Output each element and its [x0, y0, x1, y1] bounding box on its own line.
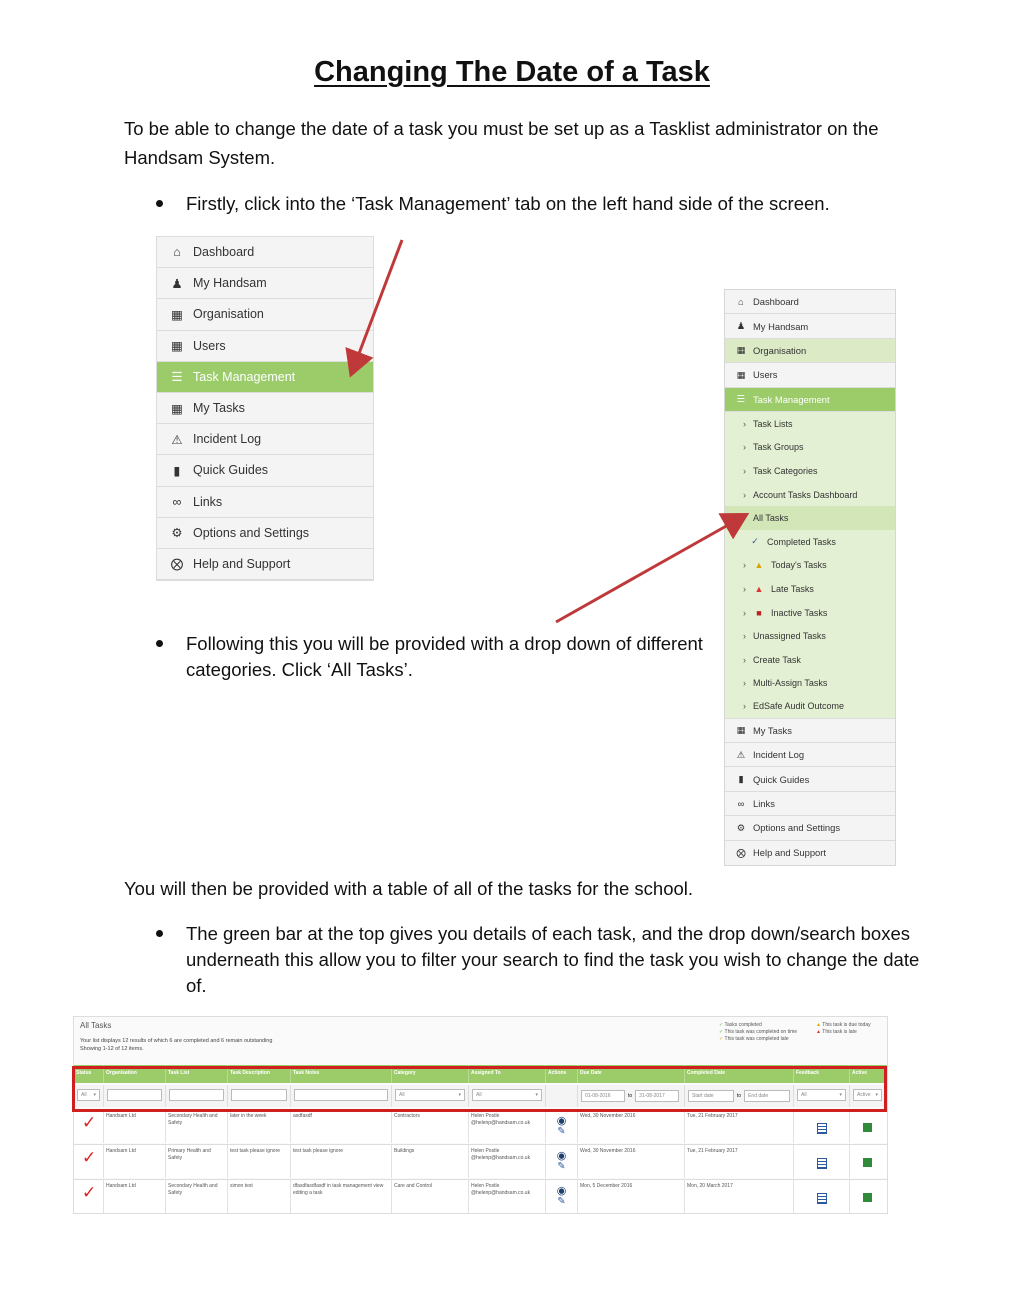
gears-icon: ⚙	[736, 821, 746, 833]
bullet-dot	[156, 930, 163, 937]
briefcase-icon: ▦	[736, 344, 746, 356]
due-date-to-input[interactable]: 31-08-2017	[635, 1090, 679, 1102]
sidebar2-item-my-tasks[interactable]: ▦ My Tasks	[725, 719, 895, 743]
feedback-icon[interactable]	[817, 1158, 827, 1169]
sidebar-item-links[interactable]: ∞ Links	[157, 487, 373, 518]
table-row: ✓ Handsam Ltd Secondary Health and Safety later in the week asdfasdf Contractors Helen Postle @helenp@handsam.co.uk ◉ ✎ Wed, 30 November 2016 Tue, 21 February 2017	[74, 1109, 887, 1143]
table-title: All Tasks	[80, 1021, 112, 1030]
book-icon: ▮	[738, 773, 744, 785]
sidebar-item-task-management[interactable]: ☰ Task Management	[157, 362, 373, 393]
bullet-following-line2: categories. Click ‘All Tasks’.	[186, 659, 413, 680]
chevron-right-icon: ›	[743, 583, 746, 594]
table-icon: ▦	[736, 724, 746, 736]
chevron-right-icon: ›	[743, 442, 746, 453]
sidebar2-item-task-management[interactable]: ☰ Task Management	[725, 388, 895, 412]
home-icon: ⌂	[173, 245, 181, 260]
view-eye-icon[interactable]: ◉	[556, 1115, 567, 1127]
briefcase-icon: ▦	[171, 307, 183, 322]
submenu-todays-tasks[interactable]: › ▲ Today's Tasks	[725, 554, 895, 578]
link-icon: ∞	[737, 798, 745, 810]
sidebar2-item-dashboard[interactable]: ⌂ Dashboard	[725, 290, 895, 314]
submenu-task-categories[interactable]: › Task Categories	[725, 459, 895, 483]
chevron-right-icon: ›	[743, 701, 746, 712]
lifebuoy-icon: ⨂	[170, 557, 184, 572]
warning-red-icon: ▲	[754, 583, 764, 594]
sidebar-item-help-support[interactable]: ⨂ Help and Support	[157, 549, 373, 580]
sidebar2-item-quick-guides[interactable]: ▮ Quick Guides	[725, 767, 895, 791]
sidebar2-item-users[interactable]: ▦ Users	[725, 363, 895, 387]
submenu-edsafe-audit-outcome[interactable]: › EdSafe Audit Outcome	[725, 695, 895, 719]
bullet-green-bar-line3: of.	[186, 975, 207, 996]
page-title: Changing The Date of a Task	[314, 56, 710, 88]
active-square-icon[interactable]	[863, 1158, 872, 1167]
sidebar2-item-help-support[interactable]: ⨂ Help and Support	[736, 846, 826, 859]
sidebar-item-users[interactable]: ▦ Users	[157, 331, 373, 362]
due-date-from-input[interactable]: 01-08-2016	[581, 1090, 625, 1102]
header-due-date[interactable]: Due Date	[578, 1065, 685, 1083]
sidebar2-item-links[interactable]: ∞ Links	[725, 792, 895, 816]
active-square-icon[interactable]	[863, 1123, 872, 1132]
chevron-right-icon: ›	[743, 418, 746, 429]
header-completed-date[interactable]: Completed Date	[685, 1065, 794, 1083]
header-status[interactable]: Status	[74, 1065, 104, 1083]
category-filter-select[interactable]: All ▾	[395, 1089, 465, 1101]
table-filter-row: All ▾ All ▾ All ▾ 01-08-2016 to 31-08-2017 Start date to End date All ▾ Active ▾	[74, 1085, 887, 1107]
sidebar-item-dashboard[interactable]: ⌂ Dashboard	[157, 237, 373, 268]
table-row: ✓ Handsam Ltd Primary Health and Safety test task please ignore test task please ignore Buildings Helen Postle @helenp@handsam.co.uk ◉ ✎ Wed, 30 November 2016 Tue, 21 February 2017	[74, 1144, 887, 1178]
edit-pencil-icon[interactable]: ✎	[557, 1196, 566, 1207]
bullet-dot	[156, 640, 163, 647]
chevron-down-icon: ▾	[93, 1092, 96, 1098]
home-icon: ⌂	[738, 296, 744, 308]
arrow-to-all-tasks	[556, 516, 744, 622]
submenu-task-lists[interactable]: › Task Lists	[725, 412, 895, 436]
all-tasks-table-screenshot	[73, 1016, 888, 1214]
header-task-description[interactable]: Task Description	[228, 1065, 291, 1083]
book-icon: ▮	[173, 463, 181, 478]
highlight-box	[72, 1066, 887, 1112]
submenu-inactive-tasks[interactable]: › ■ Inactive Tasks	[725, 601, 895, 625]
completed-check-icon: ✓	[82, 1113, 97, 1132]
header-assigned-to[interactable]: Assigned To	[469, 1065, 546, 1083]
header-organisation[interactable]: Organisation	[104, 1065, 166, 1083]
sidebar-item-my-handsam[interactable]: ♟ My Handsam	[157, 268, 373, 299]
feedback-icon[interactable]	[817, 1123, 827, 1134]
chevron-down-icon: ▾	[839, 1092, 842, 1098]
warning-icon: ⚠	[171, 432, 183, 447]
list-icon: ☰	[736, 393, 746, 405]
bullet-green-bar-line1: The green bar at the top gives you details of each task, and the drop down/search boxes	[186, 923, 911, 944]
chevron-right-icon: ›	[743, 560, 746, 571]
briefcase-icon: ▦	[171, 339, 183, 354]
double-check-icon: ✓	[751, 536, 759, 547]
sidebar-item-organisation[interactable]: ▦ Organisation	[157, 299, 373, 330]
submenu-multi-assign-tasks[interactable]: › Multi-Assign Tasks	[725, 671, 895, 695]
arrow-to-task-management	[352, 240, 402, 372]
submenu-account-tasks-dashboard[interactable]: › Account Tasks Dashboard	[725, 483, 895, 507]
chevron-right-icon: ›	[743, 631, 746, 642]
submenu-task-groups[interactable]: › Task Groups	[725, 436, 895, 460]
sidebar-item-incident-log[interactable]: ⚠ Incident Log	[157, 424, 373, 455]
bullet-firstly: Firstly, click into the ‘Task Management’ tab on the left hand side of the screen.	[186, 193, 830, 214]
chevron-down-icon: ▾	[535, 1092, 538, 1098]
chevron-down-icon: ▾	[875, 1092, 878, 1098]
feedback-filter-select[interactable]: All ▾	[797, 1089, 846, 1101]
user-icon: ♟	[171, 276, 183, 291]
chevron-right-icon: ›	[743, 607, 746, 618]
link-icon: ∞	[172, 494, 182, 509]
submenu-create-task[interactable]: › Create Task	[725, 648, 895, 672]
active-filter-select[interactable]: Active ▾	[853, 1089, 882, 1101]
submenu-late-tasks[interactable]: › ▲ Late Tasks	[725, 577, 895, 601]
header-task-notes[interactable]: Task Notes	[291, 1065, 392, 1083]
table-info: Your list displays 12 results of which 6 are completed and 6 remain outstanding Showing 1-12 of 12 items.	[80, 1038, 273, 1052]
edit-pencil-icon[interactable]: ✎	[557, 1126, 566, 1137]
table-row: ✓ Handsam Ltd Secondary Health and Safety simon test dfasdfasdfasdf in task management view editing a task Care and Control Helen Postle @helenp@handsam.co.uk ◉ ✎ Mon, 5 December 2016 Mon, 20 March 2017	[74, 1179, 887, 1213]
chevron-right-icon: ›	[743, 489, 746, 500]
table-icon: ▦	[171, 401, 183, 416]
sidebar-item-options-settings[interactable]: ⚙ Options and Settings	[157, 518, 373, 549]
red-square-icon: ■	[756, 607, 762, 618]
header-feedback[interactable]: Feedback	[794, 1065, 850, 1083]
sidebar2-item-incident-log[interactable]: ⚠ Incident Log	[725, 743, 895, 767]
header-active[interactable]: Active	[852, 1070, 868, 1076]
assigned-filter-select[interactable]: All ▾	[472, 1089, 542, 1101]
completed-date-from-input[interactable]: Start date	[688, 1090, 734, 1102]
status-filter-select[interactable]: All ▾	[77, 1089, 100, 1101]
completed-check-icon: ✓	[82, 1148, 97, 1167]
lifebuoy-icon: ⨂	[736, 846, 746, 858]
chevron-down-icon: ▾	[458, 1092, 461, 1098]
view-eye-icon[interactable]: ◉	[556, 1150, 567, 1162]
chevron-right-icon: ›	[743, 678, 746, 689]
list-icon: ☰	[171, 370, 183, 385]
chevron-right-icon: ›	[743, 465, 746, 476]
legend-due: ▲ This task is due today ▲ This task is late	[816, 1022, 871, 1035]
chevron-right-icon: ›	[743, 513, 746, 524]
briefcase-icon: ▦	[736, 368, 746, 380]
submenu-all-tasks[interactable]: › All Tasks	[725, 506, 895, 530]
bullet-green-bar-line2: underneath this allow you to filter your search to find the task you wish to change the date	[186, 949, 920, 970]
header-task-list[interactable]: Task List	[166, 1065, 228, 1083]
active-square-icon[interactable]	[863, 1193, 872, 1202]
completed-date-to-input[interactable]: End date	[744, 1090, 790, 1102]
table-intro-paragraph: You will then be provided with a table of all of the tasks for the school.	[124, 878, 694, 899]
sidebar-item-my-tasks[interactable]: ▦ My Tasks	[157, 393, 373, 424]
sidebar2-item-my-handsam[interactable]: ♟ My Handsam	[725, 314, 895, 338]
sidebar-item-quick-guides[interactable]: ▮ Quick Guides	[157, 455, 373, 486]
submenu-completed-tasks[interactable]: ✓ Completed Tasks	[725, 530, 895, 554]
header-actions[interactable]: Actions	[546, 1065, 578, 1083]
warning-icon: ⚠	[736, 748, 746, 760]
sidebar2-item-options-settings[interactable]: ⚙ Options and Settings	[725, 816, 895, 840]
warning-yellow-icon: ▲	[754, 560, 764, 571]
header-category[interactable]: Category	[392, 1065, 469, 1083]
user-icon: ♟	[736, 320, 746, 332]
feedback-icon[interactable]	[817, 1193, 827, 1204]
view-eye-icon[interactable]: ◉	[556, 1185, 567, 1197]
edit-pencil-icon[interactable]: ✎	[557, 1161, 566, 1172]
bullet-following-line1: Following this you will be provided with a drop down of different	[186, 633, 703, 654]
completed-check-icon: ✓	[82, 1183, 97, 1202]
gears-icon: ⚙	[171, 526, 183, 541]
sidebar2-item-organisation[interactable]: ▦ Organisation	[725, 339, 895, 363]
submenu-unassigned-tasks[interactable]: › Unassigned Tasks	[725, 624, 895, 648]
chevron-right-icon: ›	[743, 654, 746, 665]
legend-completed: ✓ Tasks completed ✓ This task was completed on time ✓ This task was completed late	[719, 1022, 798, 1042]
intro-paragraph: To be able to change the date of a task you must be set up as a Tasklist administrator on the Handsam System.	[124, 118, 879, 168]
